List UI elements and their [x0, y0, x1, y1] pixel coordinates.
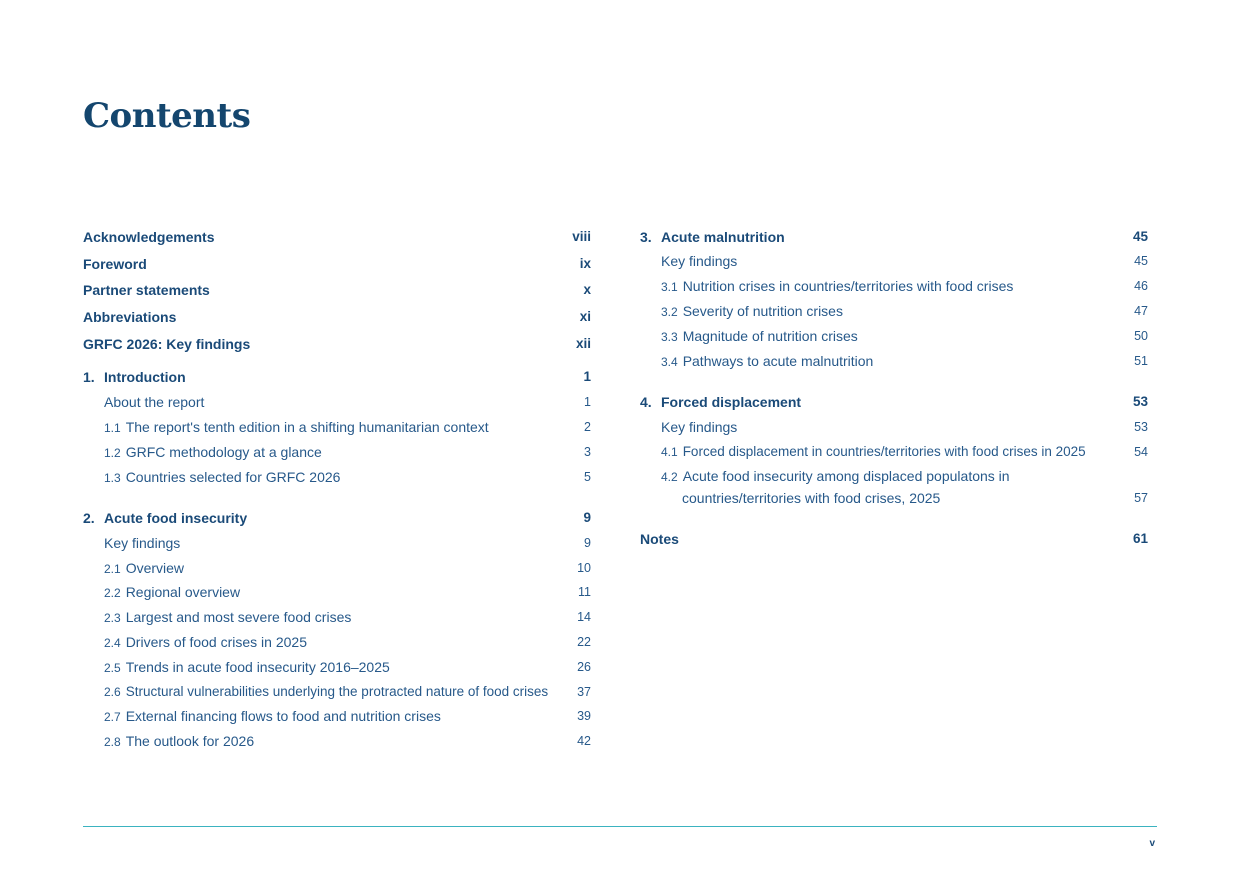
section-title: Overview: [125, 560, 185, 576]
section-title: Largest and most severe food crises: [125, 609, 352, 625]
toc-entry-page: 47: [1134, 304, 1148, 318]
section-number: 4.2: [661, 470, 678, 484]
section-title: GRFC methodology at a glance: [125, 444, 322, 460]
toc-entry-label: [104, 441, 322, 464]
toc-entry-page: 5: [584, 470, 591, 484]
section-number: 2.4: [104, 636, 121, 650]
section-title: Severity of nutrition crises: [682, 303, 843, 319]
toc-subentry[interactable]: [83, 730, 591, 752]
toc-subentry[interactable]: [83, 606, 591, 628]
section-number: 2.5: [104, 661, 121, 675]
toc-subentry[interactable]: [640, 250, 1148, 272]
toc-entry-label: [104, 557, 184, 580]
section-title: External financing flows to food and nutrition crises: [125, 708, 441, 724]
toc-entry-page: 45: [1134, 254, 1148, 268]
section-number: 1.3: [104, 471, 121, 485]
section-number: 2.1: [104, 562, 121, 576]
chapter-title: Forced displacement: [661, 394, 802, 410]
section-number: 4.1: [661, 445, 678, 459]
toc-entry-page: 22: [577, 635, 591, 649]
toc-entry-label: [104, 606, 351, 629]
section-number: 3.4: [661, 355, 678, 369]
toc-subentry-continued[interactable]: [640, 487, 1148, 509]
toc-subentry[interactable]: [83, 557, 591, 579]
section-title: Structural vulnerabilities underlying the protracted nature of food crises: [125, 684, 549, 699]
toc-entry-label: [104, 631, 307, 654]
toc-subentry[interactable]: [640, 350, 1148, 372]
toc-entry-label: [661, 350, 873, 373]
section-title: The outlook for 2026: [125, 733, 255, 749]
section-title: Regional overview: [125, 584, 241, 600]
toc-entry-notes[interactable]: [640, 528, 1148, 550]
toc-entry-page: xii: [575, 336, 591, 351]
toc-entry-page: 53: [1132, 394, 1148, 409]
toc-subentry[interactable]: [83, 391, 591, 413]
section-number: 1.2: [104, 446, 121, 460]
toc-entry-page: 3: [584, 445, 591, 459]
section-number: 3.3: [661, 330, 678, 344]
toc-entry-page: 26: [577, 660, 591, 674]
page-title: Contents: [83, 96, 251, 136]
toc-entry-page: 11: [578, 585, 591, 599]
toc-entry-label: Key findings: [661, 253, 738, 269]
section-number: 2.2: [104, 586, 121, 600]
section-title: Forced displacement in countries/territories with food crises in 2025: [682, 444, 1086, 459]
section-number: 3.2: [661, 305, 678, 319]
toc-entry-label-continued: countries/territories with food crises, 2025: [682, 490, 941, 506]
toc-entry-label: [104, 730, 254, 753]
toc-entry-label: Partner statements: [83, 282, 210, 298]
toc-entry-label: About the report: [104, 394, 205, 410]
toc-entry-page: 53: [1134, 420, 1148, 434]
section-title: Pathways to acute malnutrition: [682, 353, 874, 369]
toc-entry-label: Key findings: [104, 535, 181, 551]
toc-entry-label: [661, 275, 1013, 298]
toc-chapter-acute-food-insecurity[interactable]: [83, 507, 591, 529]
toc-entry-label: [104, 705, 441, 728]
toc-entry-page: x: [583, 282, 591, 297]
toc-entry-page: 14: [577, 610, 591, 624]
footer-page-number: v: [1149, 838, 1155, 849]
chapter-title: Acute food insecurity: [104, 510, 248, 526]
toc-subentry[interactable]: [83, 532, 591, 554]
toc-subentry[interactable]: [640, 465, 1148, 487]
chapter-number: 4.: [640, 394, 652, 410]
toc-entry-abbreviations[interactable]: [83, 306, 591, 328]
toc-subentry[interactable]: [640, 416, 1148, 438]
toc-subentry[interactable]: [83, 581, 591, 603]
toc-entry-acknowledgements[interactable]: [83, 226, 591, 248]
toc-chapter-acute-malnutrition[interactable]: [640, 226, 1148, 248]
section-title: Acute food insecurity among displaced populatons in: [682, 468, 1010, 484]
toc-entry-page: 51: [1134, 354, 1148, 368]
toc-entry-label: [640, 226, 785, 248]
toc-entry-label: [104, 416, 489, 439]
section-title: Countries selected for GRFC 2026: [125, 469, 341, 485]
section-title: Drivers of food crises in 2025: [125, 634, 307, 650]
section-title: Magnitude of nutrition crises: [682, 328, 858, 344]
toc-entry-label: [640, 391, 801, 413]
toc-subentry[interactable]: [83, 656, 591, 678]
toc-entry-label: [104, 656, 390, 679]
chapter-title: Introduction: [104, 369, 186, 385]
section-number: 2.3: [104, 611, 121, 625]
toc-entry-label: [661, 441, 1086, 463]
toc-subentry[interactable]: [83, 466, 591, 488]
toc-entry-label: [83, 507, 247, 529]
section-number: 3.1: [661, 280, 678, 294]
section-title: Nutrition crises in countries/territories with food crises: [682, 278, 1014, 294]
section-number: 2.7: [104, 710, 121, 724]
toc-entry-label: [104, 581, 240, 604]
toc-entry-page: 1: [584, 395, 591, 409]
toc-entry-label: GRFC 2026: Key findings: [83, 336, 251, 352]
section-number: 2.8: [104, 735, 121, 749]
chapter-number: 2.: [83, 510, 95, 526]
toc-entry-page: 57: [1134, 491, 1148, 505]
toc-entry-page: 39: [577, 709, 591, 723]
toc-entry-label: [104, 681, 548, 703]
toc-chapter-forced-displacement[interactable]: [640, 391, 1148, 413]
toc-subentry[interactable]: [83, 681, 591, 703]
toc-entry-label: [661, 465, 1010, 488]
toc-entry-page: 9: [583, 510, 591, 525]
toc-entry-page: 61: [1132, 531, 1148, 546]
toc-entry-page: 37: [577, 685, 591, 699]
chapter-number: 1.: [83, 369, 95, 385]
toc-entry-page: ix: [579, 256, 591, 271]
toc-subentry[interactable]: [83, 631, 591, 653]
toc-entry-page: 50: [1134, 329, 1148, 343]
toc-chapter-introduction[interactable]: [83, 366, 591, 388]
section-title: The report's tenth edition in a shifting humanitarian context: [125, 419, 489, 435]
toc-entry-page: 1: [583, 369, 591, 384]
toc-subentry[interactable]: [83, 705, 591, 727]
toc-entry-label: [104, 466, 340, 489]
section-title: Trends in acute food insecurity 2016–2025: [125, 659, 390, 675]
toc-entry-label: [83, 366, 186, 388]
toc-entry-page: 45: [1132, 229, 1148, 244]
toc-subentry[interactable]: [640, 325, 1148, 347]
toc-subentry[interactable]: [83, 441, 591, 463]
toc-entry-page: 46: [1134, 279, 1148, 293]
toc-entry-label: Key findings: [661, 419, 738, 435]
toc-entry-page: viii: [572, 229, 591, 244]
footer-divider: [83, 826, 1157, 827]
toc-entry-label: Notes: [640, 531, 679, 547]
section-number: 1.1: [104, 421, 121, 435]
chapter-number: 3.: [640, 229, 652, 245]
toc-entry-page: xi: [579, 309, 591, 324]
toc-entry-foreword[interactable]: [83, 253, 591, 275]
toc-subentry[interactable]: [640, 300, 1148, 322]
toc-subentry[interactable]: [640, 275, 1148, 297]
toc-entry-label: Abbreviations: [83, 309, 177, 325]
section-number: 2.6: [104, 685, 121, 699]
toc-entry-page: 9: [584, 536, 591, 550]
toc-subentry[interactable]: [83, 416, 591, 438]
toc-entry-partner-statements[interactable]: [83, 279, 591, 301]
toc-entry-page: 42: [577, 734, 591, 748]
toc-entry-page: 10: [577, 561, 591, 575]
toc-entry-page: 2: [584, 420, 591, 434]
toc-entry-page: 54: [1134, 445, 1148, 459]
toc-entry-label: [661, 325, 858, 348]
toc-entry-label: [661, 300, 843, 323]
chapter-title: Acute malnutrition: [661, 229, 785, 245]
toc-entry-key-findings[interactable]: [83, 333, 591, 355]
toc-subentry[interactable]: [640, 441, 1148, 463]
toc-entry-label: Foreword: [83, 256, 147, 272]
toc-entry-label: Acknowledgements: [83, 229, 215, 245]
